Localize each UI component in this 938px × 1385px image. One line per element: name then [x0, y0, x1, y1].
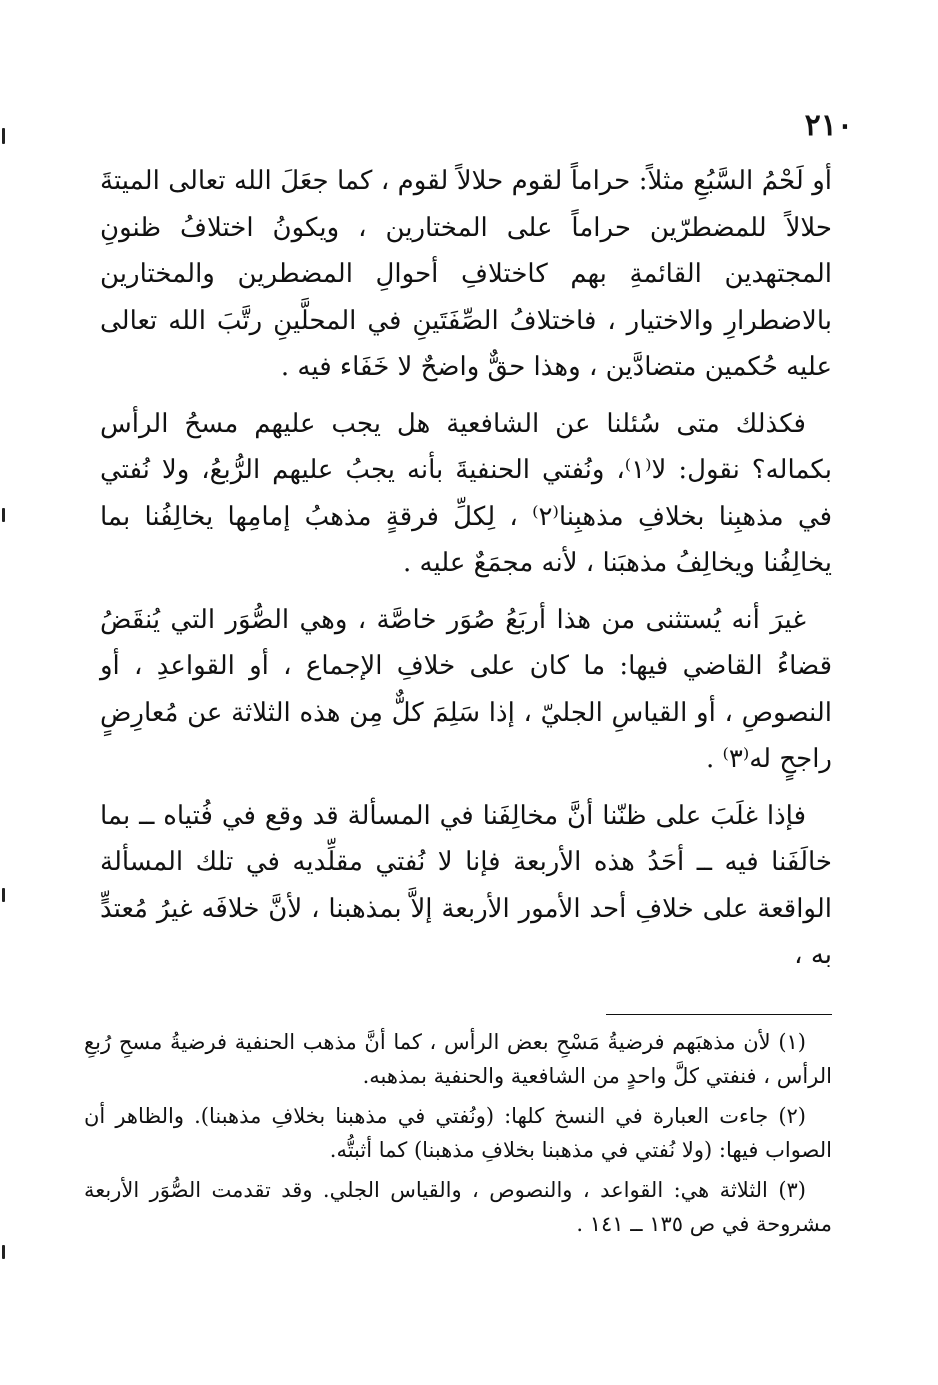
scan-edge-mark — [2, 888, 5, 902]
footnote: (٣) الثلاثة هي: القواعد ، والنصوص ، والقياس الجلي. وقد تقدمت الصُّوَر الأربعة مشروحة في ص ١٣٥ ــ ١٤١ . — [84, 1178, 832, 1236]
footnote: (٢) جاءت العبارة في النسخ كلها: (ونُفتي في مذهبنا بخلافِ مذهبنا). والظاهر أن الصواب فيها: (ولا نُفتي في مذهبنا بخلافِ مذهبنا) كما أثبتُّه. — [84, 1104, 832, 1162]
scan-edge-mark — [2, 128, 5, 144]
paragraph: غيرَ أنه يُستثنى من هذا أربَعُ صُوَر خاصَّة ، وهي الصُّوَر التي يُنقَضُ قضاءُ القاضي فيها: ما كان على خلافِ الإجماع ، أو القواعدِ ، أو النصوصِ ، أو القياسِ الجليّ ، إذا سَلِمَ كلٌّ مِن هذه الثلاثة عن مُعارِضٍ راجحٍ له⁽٣⁾ . — [100, 604, 832, 774]
footnotes — [84, 1025, 832, 1247]
paragraph: فكذلك متى سُئلنا عن الشافعية هل يجب عليهم مسحُ الرأس بكماله؟ نقول: لا⁽١⁾، ونُفتي الحنفيةَ بأنه يجبُ عليهم الرُّبعُ، ولا نُفتي في مذهبِنا بخلافِ مذهبِنا⁽٢⁾ ، لِكلِّ فرقةٍ مذهبُ إمامِها يخالِفُنا بما يخالِفُنا ويخالِفُ مذهبَنا ، لأنه مجمَعٌ عليه . — [100, 408, 833, 578]
main-text — [100, 158, 832, 989]
paragraph: فإذا غلَبَ على ظنّنا أنَّ مخالِفَنا في المسألة قد وقع في فُتياه ــ بما خالَفَنا فيه ــ أحَدُ هذه الأربعة فإنا لا نُفتي مقلِّديه في تلك المسألة الواقعة على خلافِ أحد الأمور الأربعة إلاَّ بمذهبنا ، لأنَّ خلافَه غيرُ مُعتدٍّ به ، — [100, 800, 832, 970]
footnote: (١) لأن مذهبَهم فرضيةُ مَسْحِ بعض الرأس ، كما أنَّ مذهب الحنفية فرضيةُ مسحِ رُبعِ الرأس ، فنفتي كلَّ واحدٍ من الشافعية والحنفية بمذهبه. — [84, 1030, 832, 1088]
scan-edge-mark — [2, 1245, 5, 1259]
scan-edge-mark — [2, 508, 5, 522]
footnote-divider — [606, 1014, 832, 1015]
paragraph: أو لَحْمُ السَّبُعِ مثلاً: حراماً لقوم حلالاً لقوم ، كما جعَلَ الله تعالى الميتةَ حلالاً للمضطرّين حراماً على المختارين ، ويكونُ اختلافُ ظنونِ المجتهدين القائمةِ بهم كاختلافِ أحوالِ المضطرين والمختارين بالاضطرارِ والاختيار ، فاختلافُ الصِّفَتَينِ في المحلَّينِ رتَّبَ الله تعالى عليه حُكمين متضادَّين ، وهذا حقٌّ واضحٌ لا خَفَاء فيه . — [100, 166, 832, 382]
page-number: ٢١٠ — [804, 108, 853, 143]
